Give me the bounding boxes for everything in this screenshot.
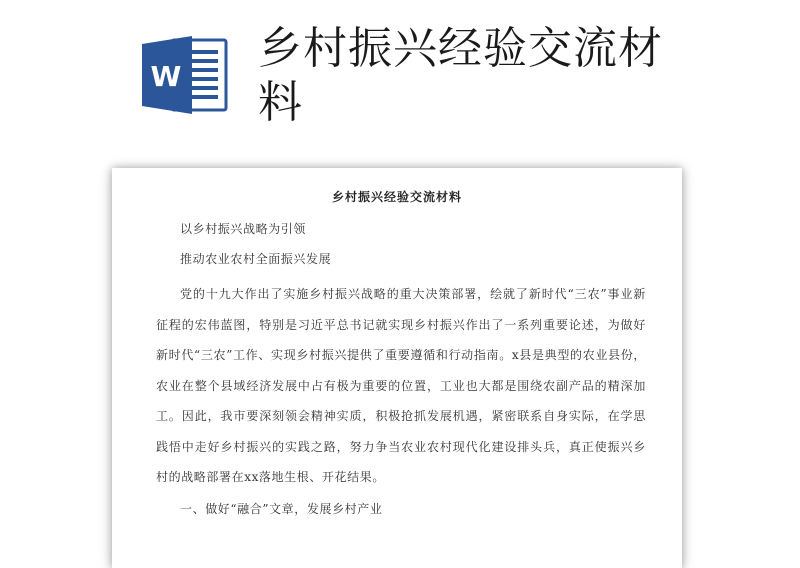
section-heading: 一、做好“融合”文章，发展乡村产业 xyxy=(180,502,383,516)
header xyxy=(0,0,800,150)
body-paragraph: 党的十九大作出了实施乡村振兴战略的重大决策部署，绘就了新时代“三农”事业新征程的宏伟蓝图，特别是习近平总书记就实现乡村振兴作出了一系列重要论述，为做好新时代“三农”工作、实现乡村振兴提供了重要遵循和行动指南。x县是典型的农业县份，农业在整个县域经济发展中占有极为重要的位置，工业也大都是围绕农副产品的精深加工。因此，我市要深刻领会精神实质，积极抢抓发展机遇，紧密联系自身实际，在学思践悟中走好乡村振兴的实践之路，努力争当农业农村现代化建设排头兵，真正使振兴乡村的战略部署在xx落地生根、开花结果。 xyxy=(156,287,646,484)
subtitle-line-2: 推动农业农村全面振兴发展 xyxy=(180,252,332,266)
word-icon xyxy=(142,34,230,116)
page-title: 乡村振兴经验交流材料 xyxy=(258,23,663,128)
document-title: 乡村振兴经验交流材料 xyxy=(331,190,462,204)
logo-letter: W xyxy=(150,60,182,93)
document-page xyxy=(112,168,682,568)
subtitle-line-1: 以乡村振兴战略为引领 xyxy=(180,222,307,236)
